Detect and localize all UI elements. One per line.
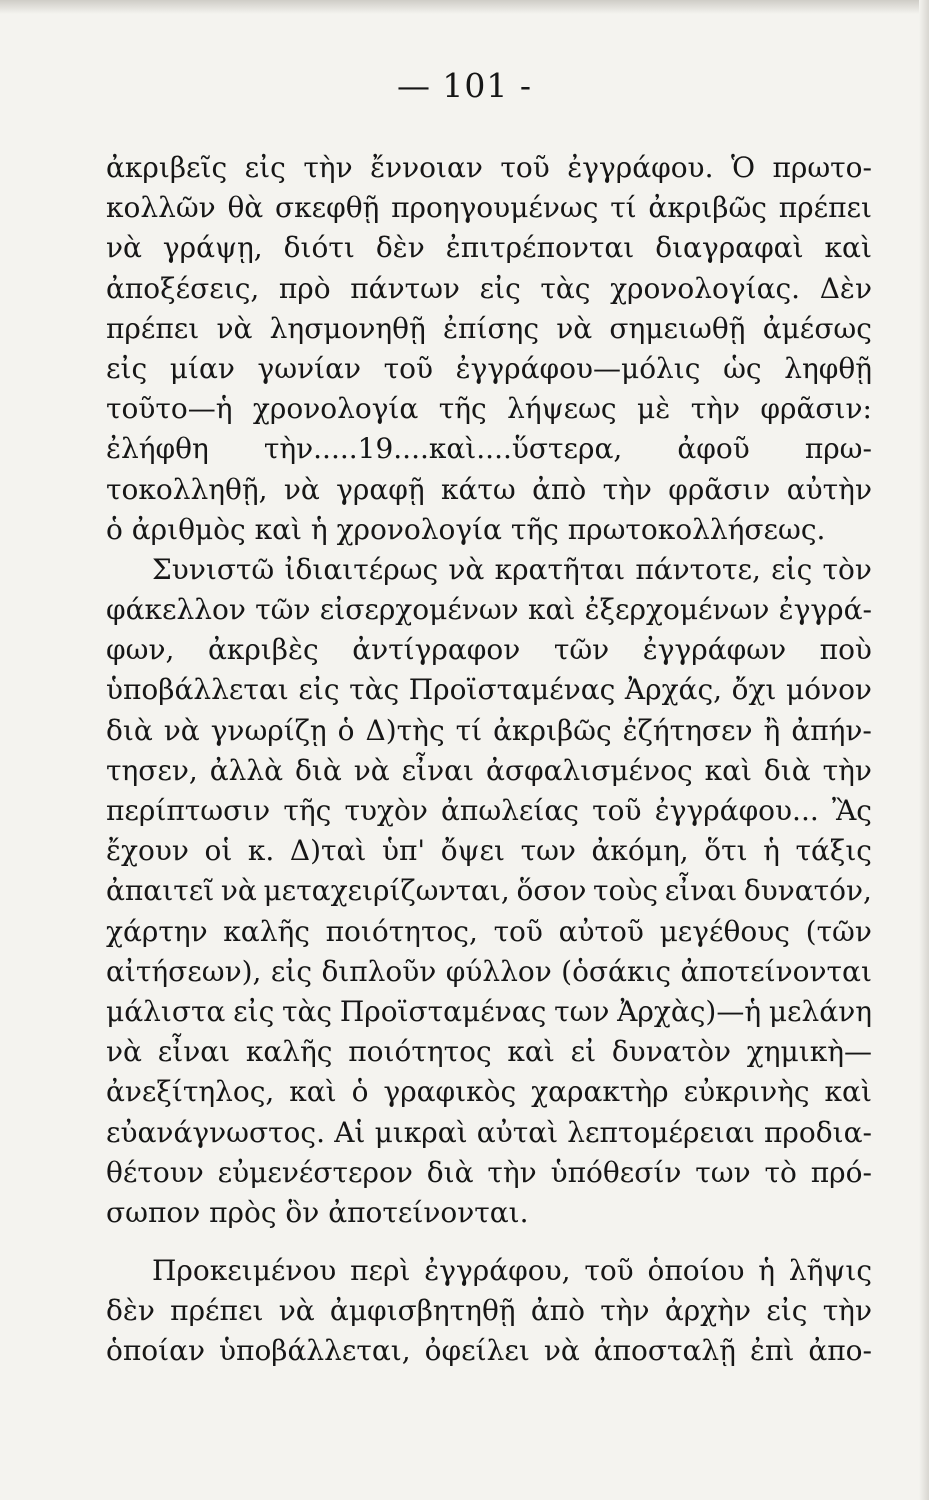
word: νὰ [278,1294,315,1328]
word: ὑπόθεσίν [550,1155,682,1189]
text-line [106,188,872,228]
word: καλῆς [223,914,310,948]
word: τὴν [602,472,652,506]
word: τῆς [283,794,332,827]
word: λῆψις [788,1254,872,1288]
word: ὑποβάλλεται, [219,1334,411,1368]
word: Συνιστῶ [152,552,275,586]
text-line [106,670,872,710]
word: ἀκριβὲς [207,633,319,667]
word: νὰ [106,231,142,265]
word: πρὸ [278,271,331,305]
word: ἐγγράφου, [424,1254,571,1288]
text-line [106,1291,872,1331]
word: ὡς [723,351,762,385]
word: ἐγγράφου. [567,151,714,184]
word: ποιότητος, [325,914,478,948]
word: φων, [106,633,175,667]
word: ἐλήφθη [106,432,209,466]
word: μικραὶ [374,1115,468,1149]
word: πρω- [804,432,872,466]
word: μάλιστα [106,994,226,1028]
paragraph-1 [106,148,872,550]
word: χάρτην [106,914,208,948]
word: κολλῶν [106,191,216,225]
word: πρέπει [106,311,200,345]
word: ὅτι [704,834,748,868]
word: ἀπο- [808,1334,872,1368]
text-line [106,1113,872,1153]
word: φύλλον [445,954,552,988]
word: ἀσφαλισμένος [485,753,693,787]
word: ἐπὶ [749,1334,795,1368]
word: τὴν [600,1294,650,1328]
word: τί [610,191,637,225]
word: ἐπιτρέπονται [445,231,635,265]
word: ὅσον [516,874,587,908]
word: χαρακτὴρ [531,1075,669,1109]
word: ἀντίγραφον [352,633,521,667]
word: ἀπὸ [530,1294,586,1328]
word: αὐτὴν [786,472,872,506]
text-line [106,1153,872,1193]
word: Αἱ [334,1115,366,1149]
word: τὴν [822,753,872,787]
word: τοὺς [593,874,659,908]
word: (τῶν [805,914,872,948]
word: Ὁ [730,151,756,184]
word: λησμονηθῇ [269,311,426,345]
text-line: σωπον πρὸς ὃν ἀποτείνονται. [106,1195,529,1229]
word: αἰτήσεων), [106,954,262,988]
word: αὐτοῦ [558,914,644,948]
text-line [106,429,872,469]
word: μίαν [169,351,235,385]
word: κρατῆται [494,552,626,586]
word: γνωρίζῃ [210,713,327,747]
word: εἰς [106,351,148,385]
word: εἶναι [157,1035,231,1069]
word: ἀπὸ [532,472,587,506]
word: Προϊσταμένας [408,673,616,707]
word: ἐγγρά- [778,593,872,627]
text-line [106,148,872,188]
text-line [106,871,872,911]
text-line [106,228,872,268]
text-line [106,1331,872,1371]
word: ἰδιαιτέρως [284,552,439,586]
word: (ὁσάκις [561,954,672,988]
text-line [106,1072,872,1112]
word: δὲν [375,231,425,265]
word: φρᾶσιν [668,472,771,506]
word: κ. [247,834,275,868]
word: τοῦτο—ἡ [106,392,233,426]
word: μεγέθους [659,914,790,948]
word: τυχὸν [344,794,428,827]
word: χημικὴ— [746,1035,872,1069]
word: ἔννοιαν [370,151,483,184]
word: αὐταὶ [476,1115,559,1149]
word: ἀποσταλῇ [593,1334,736,1368]
word: κάτω [441,472,516,506]
text-line [106,711,872,751]
page-top-edge [0,0,929,14]
word: θέτουν [106,1155,204,1189]
word: διὰ [426,1155,474,1189]
word: τὰς [540,271,591,305]
word: καὶ [527,593,576,627]
word: Ἀρχὰς)—ἡ [617,994,762,1028]
word: τοκολληθῇ, [106,472,268,506]
word: τί [455,713,483,747]
word: ὁ [337,713,355,747]
word: χρονολογία [252,392,419,426]
text-line [106,751,872,791]
word: γραφῇ [336,472,425,506]
word: ἀπήν- [791,713,872,747]
page-number: — 101 - [396,66,533,105]
text-line [106,831,872,871]
paragraph-3 [106,1251,872,1372]
word: διαγραφαὶ [655,231,804,265]
word: τοῦ [592,794,642,827]
word: εἶναι [401,753,475,787]
word: ἐπίσης [443,311,540,345]
word: τοῦ [500,151,550,184]
word: εἰς [270,954,313,988]
word: τὴν.....19....καὶ....ὕστερα, [263,432,623,466]
word: ἐγγράφων [642,633,787,667]
word: τῆς [438,392,487,426]
page-right-edge [919,0,929,1500]
word: τὸ [764,1155,797,1189]
word: ὁ [351,1075,369,1109]
word: τὰς [349,673,400,707]
word: εἰσερχομένων [319,593,519,627]
word: των [695,1155,751,1189]
word: πρέπει [778,191,872,225]
word: νὰ [556,311,593,345]
text-line [106,791,872,831]
word: εἰ [570,1035,597,1069]
word: ὄχι [731,673,777,707]
text-line [106,550,872,590]
word: ὀφείλει [424,1334,530,1368]
word: ἀρχὴν [664,1294,751,1328]
word: μελάνη [768,994,872,1028]
word: ἐζήτησεν [622,713,753,747]
word: των [554,994,610,1028]
word: ἢ [763,713,781,747]
word: Ἂς [831,794,872,827]
word: ἀκριβῶς [648,191,767,225]
word: νὰ [106,1035,142,1069]
word: δυνατόν, [743,874,872,908]
word: εἰς [766,1294,808,1328]
word: καὶ [704,753,752,787]
word: διότι [283,231,355,265]
word: Προκειμένου [152,1254,337,1288]
word: καὶ [507,1035,555,1069]
word: μὲ [637,392,671,426]
word: τὴν [303,151,353,184]
word: ἐγγράφου—μόλις [455,351,701,385]
word: τάξις [795,834,872,868]
word: ἀκόμη, [591,834,689,868]
word: ἀκριβῶς [493,713,612,747]
word: νὰ [283,472,320,506]
word: ἀφοῦ [677,432,750,466]
word: Δ)ταὶ [289,834,367,868]
word: Ἀρχάς, [624,673,723,707]
word: ἀποτείνονται [680,954,872,988]
word: μεταχειρίζωνται, [263,874,510,908]
word: ἐγγράφου... [654,794,819,827]
word: εὐανάγνωστος. [106,1115,325,1149]
text-line [106,269,872,309]
word: τοῦ [493,914,543,948]
text-line [106,912,872,952]
word: γωνίαν [257,351,362,385]
text-line [106,952,872,992]
word: νὰ [220,874,257,908]
word: ὑπ' [382,834,426,868]
word: ἀλλὰ [209,753,284,787]
word: διὰ [106,713,153,747]
word: γραφικὸς [383,1075,517,1109]
word: Δὲν [819,271,872,305]
word: εἶναι [664,874,738,908]
text-line [106,1032,872,1072]
word: λήψεως [507,392,617,426]
word: διὰ [295,753,342,787]
word: ἡ [763,834,780,868]
word: ἀκριβεῖς [106,151,228,184]
word: εὐκρινὴς [683,1075,810,1109]
word: Δ)τὴς [365,713,445,747]
word: ἡ [758,1254,776,1288]
word: δυνατὸν [611,1035,732,1069]
text-line [106,349,872,389]
word: σημειωθῇ [609,311,746,345]
word: πρό- [810,1155,872,1189]
word: Προϊσταμένας [339,994,547,1028]
word: ποιότητος [348,1035,492,1069]
word: πάντοτε, [635,552,761,586]
word: τὴν [487,1155,537,1189]
word: προδια- [764,1115,872,1149]
word: ληφθῇ [784,351,872,385]
word: περὶ [350,1254,411,1288]
word: ἀπαιτεῖ [106,874,215,908]
word: νὰ [163,713,200,747]
word: τὴν [690,392,740,426]
word: διπλοῦν [321,954,437,988]
word: προηγουμένως [391,191,599,225]
text-line [106,309,872,349]
text-line [106,1251,872,1291]
word: τοῦ [383,351,434,385]
word: πάντων [350,271,460,305]
word: θὰ [227,191,264,225]
word: λεπτομέρειαι [567,1115,755,1149]
word: ἀμφισβητηθῇ [329,1294,516,1328]
word: χρονολογίας. [610,271,801,305]
word: πρωτο- [772,151,872,184]
word: ἀμέσως [762,311,872,345]
word: φρᾶσιν: [760,392,872,426]
word: ὁποίου [647,1254,745,1288]
word: τῶν [553,633,610,667]
text-line [106,470,872,510]
word: ἀπωλείας [441,794,579,827]
paragraph-gap [106,1233,872,1251]
word: εἰς [298,673,340,707]
word: καλῆς [245,1035,333,1069]
word: ὄψει [440,834,506,868]
word: γράψῃ, [162,231,263,265]
text-line [106,630,872,670]
word: τὴν [822,1294,872,1328]
word: τὰς [281,994,333,1028]
word: τῶν [255,593,311,627]
text-line [106,992,872,1032]
word: οἱ [204,834,233,868]
word: των [520,834,576,868]
word: καὶ [289,1075,337,1109]
text-line: ὁ ἀριθμὸς καὶ ἡ χρονολογία τῆς πρωτοκολλήσεως. [106,512,826,546]
word: νὰ [216,311,253,345]
word: καὶ [824,1075,872,1109]
word: ἐξερχομένων [584,593,770,627]
word: εἰς [771,552,813,586]
word: καὶ [824,231,872,265]
text-line [106,590,872,630]
word: τησεν, [106,753,198,787]
word: σκεφθῇ [274,191,380,225]
word: νὰ [543,1334,580,1368]
word: ἔχουν [106,834,189,868]
text-line [106,389,872,429]
word: τὸν [822,552,872,586]
word: εὐμενέστερον [217,1155,413,1189]
word: ἀποξέσεις, [106,271,260,305]
word: εἰς [233,994,275,1028]
word: νὰ [353,753,390,787]
paragraph-2 [106,550,872,1233]
word: πρέπει [170,1294,264,1328]
word: μόνον [786,673,872,707]
word: δὲν [106,1294,155,1328]
word: εἰς [479,271,521,305]
word: νὰ [448,552,485,586]
word: περίπτωσιν [106,794,271,827]
word: τοῦ [584,1254,634,1288]
word: φάκελλον [106,593,246,627]
word: ὁποίαν [106,1334,206,1368]
word: ἀνεξίτηλος, [106,1075,275,1109]
word: διὰ [763,753,811,787]
body-text [106,148,872,1372]
word: ποὺ [819,633,872,667]
word: ὑποβάλλεται [106,673,289,707]
word: εἰς [244,151,286,184]
